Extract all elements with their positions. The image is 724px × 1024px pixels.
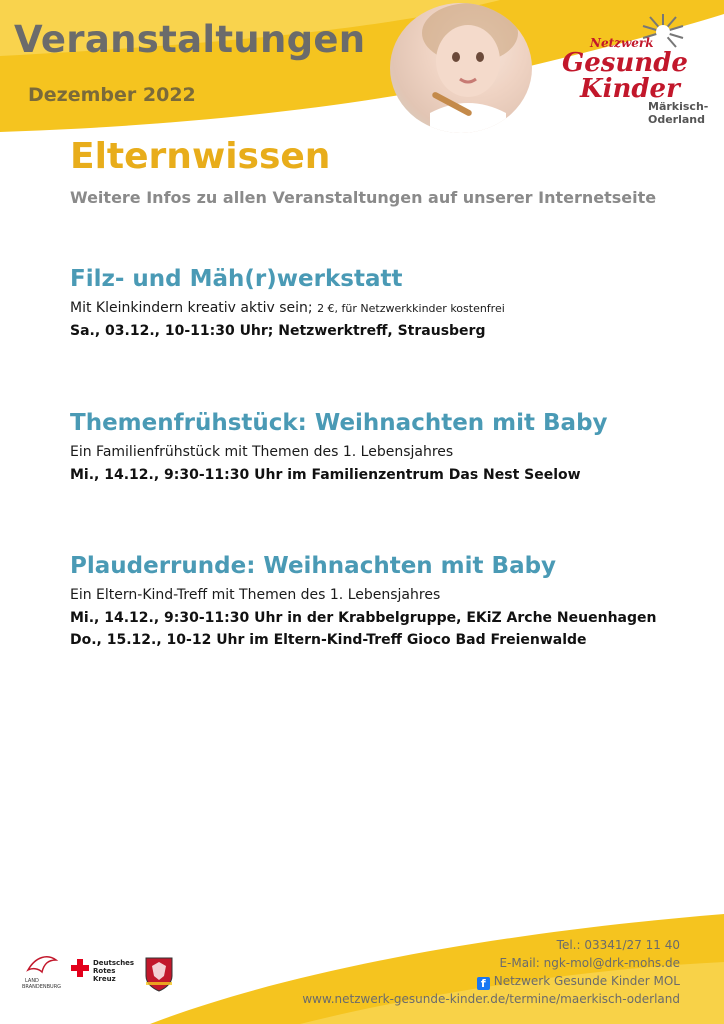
baby-photo — [390, 3, 532, 133]
contact-phone: Tel.: 03341/27 11 40 — [556, 938, 680, 952]
event-title: Plauderrunde: Weihnachten mit Baby — [70, 553, 557, 579]
page-title: Veranstaltungen — [14, 18, 366, 61]
event-description: Mit Kleinkindern kreativ aktiv sein; 2 €, für Netzwerkkinder kostenfrei — [70, 300, 505, 316]
event-item — [70, 410, 710, 489]
sponsor-logos — [22, 948, 182, 998]
event-date: Mi., 14.12., 9:30-11:30 Uhr im Familienzentrum Das Nest Seelow — [70, 467, 581, 483]
event-title: Themenfrühstück: Weihnachten mit Baby — [70, 410, 608, 436]
event-date: Do., 15.12., 10-12 Uhr im Eltern-Kind-Treff Gioco Bad Freienwalde — [70, 632, 587, 648]
month-label: Dezember 2022 — [28, 84, 196, 106]
section-heading: Elternwissen — [70, 136, 331, 177]
facebook-icon: f — [477, 977, 490, 990]
contact-email: E-Mail: ngk-mol@drk-mohs.de — [499, 956, 680, 970]
event-date: Sa., 03.12., 10-11:30 Uhr; Netzwerktreff, Strausberg — [70, 323, 486, 339]
svg-text:LAND: LAND — [25, 978, 39, 984]
event-price: 2 €, für Netzwerkkinder kostenfrei — [317, 302, 505, 315]
coat-of-arms-icon — [144, 956, 174, 992]
event-date: Mi., 14.12., 9:30-11:30 Uhr in der Krabbelgruppe, EKiZ Arche Neuenhagen — [70, 610, 657, 626]
event-item — [70, 266, 710, 345]
section-info: Weitere Infos zu allen Veranstaltungen auf unserer Internetseite — [70, 188, 657, 207]
contact-website[interactable]: www.netzwerk-gesunde-kinder.de/termine/maerkisch-oderland — [302, 992, 680, 1006]
red-cross-logo — [70, 956, 136, 996]
event-item — [70, 553, 710, 654]
svg-text:Kreuz: Kreuz — [93, 975, 116, 983]
svg-text:Deutsches: Deutsches — [93, 959, 135, 967]
logo-kinder: Kinder — [580, 74, 680, 104]
event-title: Filz- und Mäh(r)werkstatt — [70, 266, 403, 292]
logo-region-1: Märkisch- — [648, 100, 709, 113]
event-description: Ein Eltern-Kind-Treff mit Themen des 1. Lebensjahres — [70, 587, 441, 603]
netzwerk-gesunde-kinder-logo — [560, 12, 709, 127]
contact-facebook[interactable]: f Netzwerk Gesunde Kinder MOL — [477, 974, 680, 990]
svg-text:Rotes: Rotes — [93, 967, 116, 975]
logo-region-2: Oderland — [648, 113, 706, 126]
svg-text:BRANDENBURG: BRANDENBURG — [22, 984, 62, 990]
logo-netzwerk: Netzwerk — [590, 36, 654, 50]
brandenburg-eagle-icon — [22, 948, 62, 996]
logo-gesunde: Gesunde — [562, 48, 688, 78]
event-description: Ein Familienfrühstück mit Themen des 1. Lebensjahres — [70, 444, 454, 460]
